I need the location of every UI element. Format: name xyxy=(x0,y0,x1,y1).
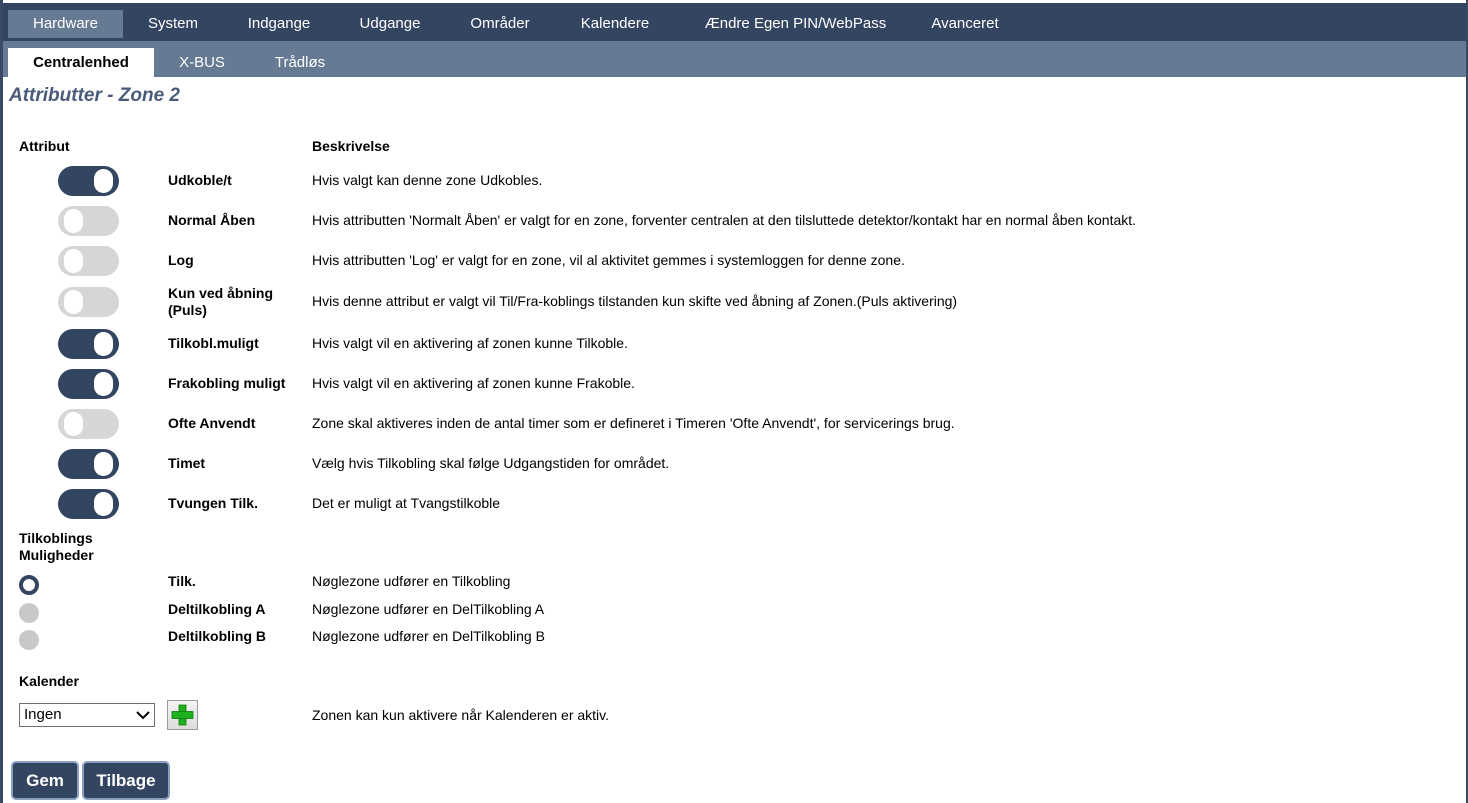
toggle-knob xyxy=(94,492,113,516)
tab-udgange[interactable]: Udgange xyxy=(359,15,421,32)
arming-option-label: Deltilkobling A xyxy=(168,601,266,617)
attribute-column-header: Attribut xyxy=(19,138,70,154)
top-navigation xyxy=(3,3,1466,41)
attribute-label: Tilkobl.muligt xyxy=(168,335,259,351)
attribute-toggle[interactable] xyxy=(58,409,119,439)
back-button[interactable]: Tilbage xyxy=(84,763,168,798)
attribute-toggle[interactable] xyxy=(58,489,119,519)
page-title: Attributter - Zone 2 xyxy=(9,85,180,106)
calendar-title: Kalender xyxy=(19,673,79,689)
attribute-toggle[interactable] xyxy=(58,246,119,276)
attribute-label: Frakobling muligt xyxy=(168,375,286,391)
tab-avanceret[interactable]: Avanceret xyxy=(931,15,999,32)
attribute-label: Tvungen Tilk. xyxy=(168,495,258,511)
toggle-knob xyxy=(94,452,113,476)
subtab-xbus[interactable]: X-BUS xyxy=(179,54,225,71)
arming-option-radio[interactable] xyxy=(19,630,39,650)
arming-options-title: Tilkoblings Muligheder xyxy=(19,530,94,563)
attribute-description: Zone skal aktiveres inden de antal timer som er defineret i Timeren 'Ofte Anvendt', for servicerings brug. xyxy=(312,415,955,431)
frame-border-left xyxy=(0,0,3,803)
attribute-description: Hvis attributten 'Log' er valgt for en zone, vil al aktivitet gemmes i systemloggen for denne zone. xyxy=(312,252,905,268)
attribute-label: Ofte Anvendt xyxy=(168,415,256,431)
arming-option-label: Tilk. xyxy=(168,573,196,589)
attribute-description: Hvis valgt vil en aktivering af zonen kunne Frakoble. xyxy=(312,375,635,391)
calendar-description: Zonen kan kun aktivere når Kalenderen er aktiv. xyxy=(312,707,610,723)
attribute-toggle[interactable] xyxy=(58,166,119,196)
attribute-description: Hvis attributten 'Normalt Åben' er valgt for en zone, forventer centralen at den tilsluttede detektor/kontakt har en normal åben kontakt. xyxy=(312,212,1137,228)
attribute-description: Hvis denne attribut er valgt vil Til/Fra-koblings tilstanden kun skifte ved åbning af Zonen.(Puls aktivering) xyxy=(312,293,958,309)
arming-option-label: Deltilkobling B xyxy=(168,628,266,644)
attribute-label: Kun ved åbning (Puls) xyxy=(168,285,273,318)
plus-icon xyxy=(168,701,197,729)
add-calendar-button[interactable] xyxy=(167,700,198,730)
toggle-knob xyxy=(64,249,83,273)
tab-kalendere[interactable]: Kalendere xyxy=(580,15,650,32)
arming-option-description: Nøglezone udfører en DelTilkobling A xyxy=(312,601,545,617)
tab-system[interactable]: System xyxy=(147,15,198,32)
attribute-toggle[interactable] xyxy=(58,449,119,479)
attribute-label: Udkoble/t xyxy=(168,172,232,188)
attribute-description: Hvis valgt kan denne zone Udkobles. xyxy=(312,172,543,188)
subtab-traadloes[interactable]: Trådløs xyxy=(274,54,326,71)
attribute-label: Timet xyxy=(168,455,206,471)
toggle-knob xyxy=(94,169,113,193)
arming-option-radio[interactable] xyxy=(19,603,39,623)
attribute-toggle[interactable] xyxy=(58,287,119,317)
arming-option-description: Nøglezone udfører en Tilkobling xyxy=(312,573,511,589)
description-column-header: Beskrivelse xyxy=(312,138,390,154)
attribute-label: Normal Åben xyxy=(168,212,256,228)
sub-navigation xyxy=(3,41,1466,77)
toggle-knob xyxy=(64,290,83,314)
tab-hardware[interactable]: Hardware xyxy=(8,10,123,38)
toggle-knob xyxy=(94,372,113,396)
attribute-label: Log xyxy=(168,252,194,268)
toggle-knob xyxy=(94,332,113,356)
subtab-centralenhed[interactable]: Centralenhed xyxy=(8,48,154,77)
calendar-selected-value: Ingen xyxy=(24,706,62,723)
arming-option-radio[interactable] xyxy=(19,575,39,595)
attribute-toggle[interactable] xyxy=(58,329,119,359)
chevron-down-icon xyxy=(135,707,151,723)
toggle-knob xyxy=(64,412,83,436)
attribute-description: Vælg hvis Tilkobling skal følge Udgangstiden for området. xyxy=(312,455,670,471)
calendar-select[interactable] xyxy=(19,703,155,727)
tab-indgange[interactable]: Indgange xyxy=(247,15,311,32)
attribute-description: Hvis valgt vil en aktivering af zonen kunne Tilkoble. xyxy=(312,335,628,351)
toggle-knob xyxy=(64,209,83,233)
tab-omraader[interactable]: Områder xyxy=(470,15,530,32)
attribute-toggle[interactable] xyxy=(58,206,119,236)
attribute-description: Det er muligt at Tvangstilkoble xyxy=(312,495,501,511)
tab-aendre-pin[interactable]: Ændre Egen PIN/WebPass xyxy=(704,15,887,32)
attribute-toggle[interactable] xyxy=(58,369,119,399)
save-button[interactable]: Gem xyxy=(13,763,77,798)
arming-option-description: Nøglezone udfører en DelTilkobling B xyxy=(312,628,545,644)
